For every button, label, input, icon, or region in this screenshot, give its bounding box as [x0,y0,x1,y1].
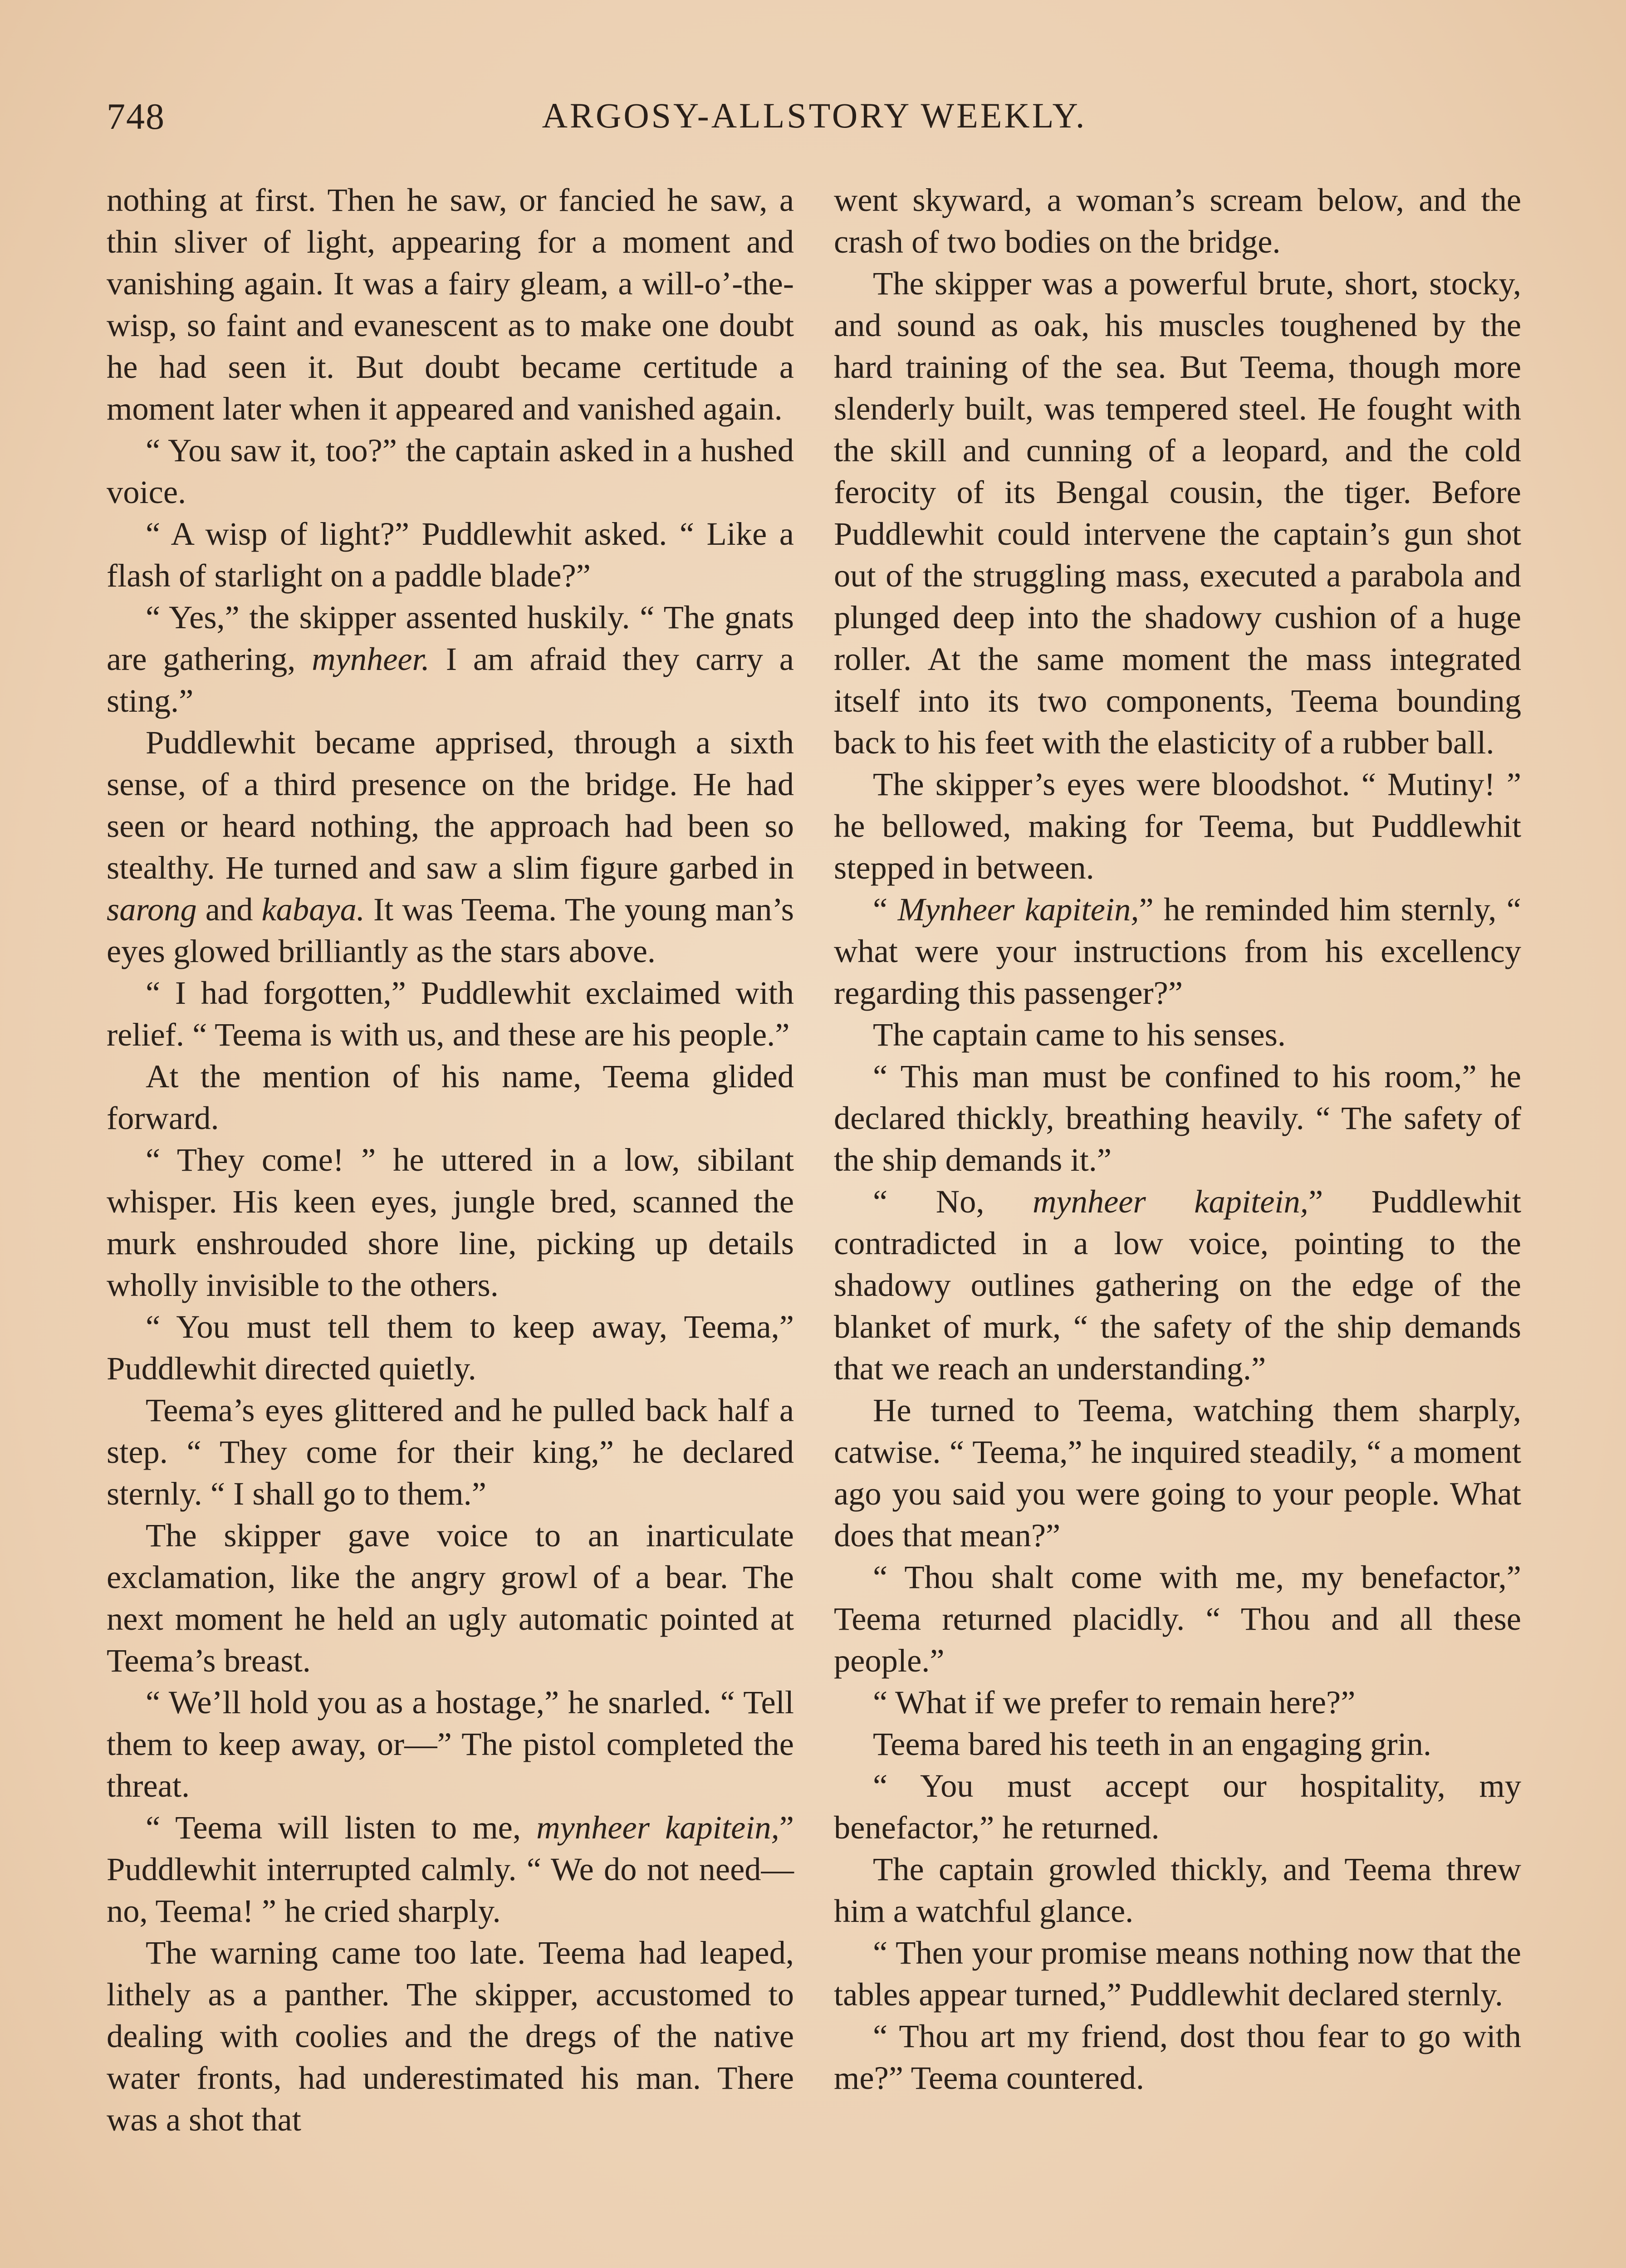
paragraph: “ Mynheer kapitein,” he reminded him sternly, “ what were your instructions from his excellency regarding this passenger?” [834,891,1521,1011]
paragraph: Puddlewhit became apprised, through a sixth sense, of a third presence on the bridge. He had seen or heard nothing, the approach had been so stealthy. He turned and saw a slim figure garbed in sarong and kabaya. It was Teema. The young man’s eyes glowed brilliantly as the stars above. [107,724,794,969]
paragraph: The captain came to his senses. [873,1016,1286,1053]
running-head: ARGOSY-ALLSTORY WEEKLY. [542,96,1087,135]
paragraph: “ They come! ” he uttered in a low, sibilant whisper. His keen eyes, jungle bred, scanned the murk enshrouded shore line, picking up details wholly invisible to the others. [107,1141,794,1303]
paragraph: He turned to Teema, watching them sharply, catwise. “ Teema,” he inquired steadily, “ a moment ago you said you were going to your people. What does that mean?” [834,1392,1521,1554]
paragraph: “ Thou art my friend, dost thou fear to go with me?” Teema countered. [834,2018,1521,2096]
paragraph: The skipper was a powerful brute, short, stocky, and sound as oak, his muscles toughened by the hard training of the sea. But Teema, though more slenderly built, was tempered steel. He fought with the skill and cunning of a leopard, and the cold ferocity of its Bengal cousin, the tiger. Before Puddlewhit could intervene the captain’s gun shot out of the struggling mass, executed a parabola and plunged deep into the shadowy cushion of a huge roller. At the same moment the mass integrated itself into its two components, Teema bounding back to his feet with the elasticity of a rubber ball. [834,265,1521,761]
paragraph: Teema bared his teeth in an engaging grin. [873,1725,1432,1762]
paragraph: The skipper’s eyes were bloodshot. “ Mutiny! ” he bellowed, making for Teema, but Puddlewhit stepped in between. [834,766,1521,886]
paragraph: “ A wisp of light?” Puddlewhit asked. “ Like a flash of starlight on a paddle blade?” [107,515,794,594]
paragraph: At the mention of his name, Teema glided forward. [107,1058,794,1136]
paragraph: “ No, mynheer kapitein,” Puddlewhit contradicted in a low voice, pointing to the shadowy outlines gathering on the edge of the blanket of murk, “ the safety of the ship demands that we reach an understanding.” [834,1183,1521,1387]
paragraph: The warning came too late. Teema had leaped, lithely as a panther. The skipper, accustomed to dealing with coolies and the dregs of the native water fronts, had underestimated his man. There was a shot that [107,1934,794,2138]
paragraph: The captain growled thickly, and Teema threw him a watchful glance. [834,1851,1521,1929]
left-text-column [107,179,794,2141]
page-header [107,95,1522,154]
paragraph: went skyward, a woman’s scream below, and the crash of two bodies on the bridge. [834,181,1521,260]
paragraph: The skipper gave voice to an inarticulate exclamation, like the angry growl of a bear. The next moment he held an ugly automatic pointed at Teema’s breast. [107,1517,794,1679]
paragraph: “ I had forgotten,” Puddlewhit exclaimed with relief. “ Teema is with us, and these are his people.” [107,974,794,1053]
paragraph: “ You must accept our hospitality, my benefactor,” he returned. [834,1767,1521,1846]
paragraph: “ This man must be confined to his room,” he declared thickly, breathing heavily. “ The safety of the ship demands it.” [834,1058,1521,1178]
paragraph: “ We’ll hold you as a hostage,” he snarled. “ Tell them to keep away, or—” The pistol completed the threat. [107,1684,794,1804]
page-number: 748 [107,96,165,137]
paragraph: “ You saw it, too?” the captain asked in a hushed voice. [107,432,794,510]
paragraph: “ Then your promise means nothing now that the tables appear turned,” Puddlewhit declared sternly. [834,1934,1521,2013]
paragraph: nothing at first. Then he saw, or fancied he saw, a thin sliver of light, appearing for a moment and vanishing again. It was a fairy gleam, a will-o’-the-wisp, so faint and evanescent as to make one doubt he had seen it. But doubt became certitude a moment later when it appeared and vanished again. [107,181,794,427]
paragraph: “ You must tell them to keep away, Teema,” Puddlewhit directed quietly. [107,1308,794,1387]
paragraph: “ What if we prefer to remain here?” [873,1684,1356,1721]
paragraph: “ Teema will listen to me, mynheer kapitein,” Puddlewhit interrupted calmly. “ We do not need—no, Teema! ” he cried sharply. [107,1809,794,1929]
paragraph: “ Thou shalt come with me, my benefactor,” Teema returned placidly. “ Thou and all these people.” [834,1559,1521,1679]
paragraph: “ Yes,” the skipper assented huskily. “ The gnats are gathering, mynheer. I am afraid they carry a sting.” [107,599,794,719]
paragraph: Teema’s eyes glittered and he pulled back half a step. “ They come for their king,” he declared sternly. “ I shall go to them.” [107,1392,794,1512]
right-text-column [834,179,1521,2099]
